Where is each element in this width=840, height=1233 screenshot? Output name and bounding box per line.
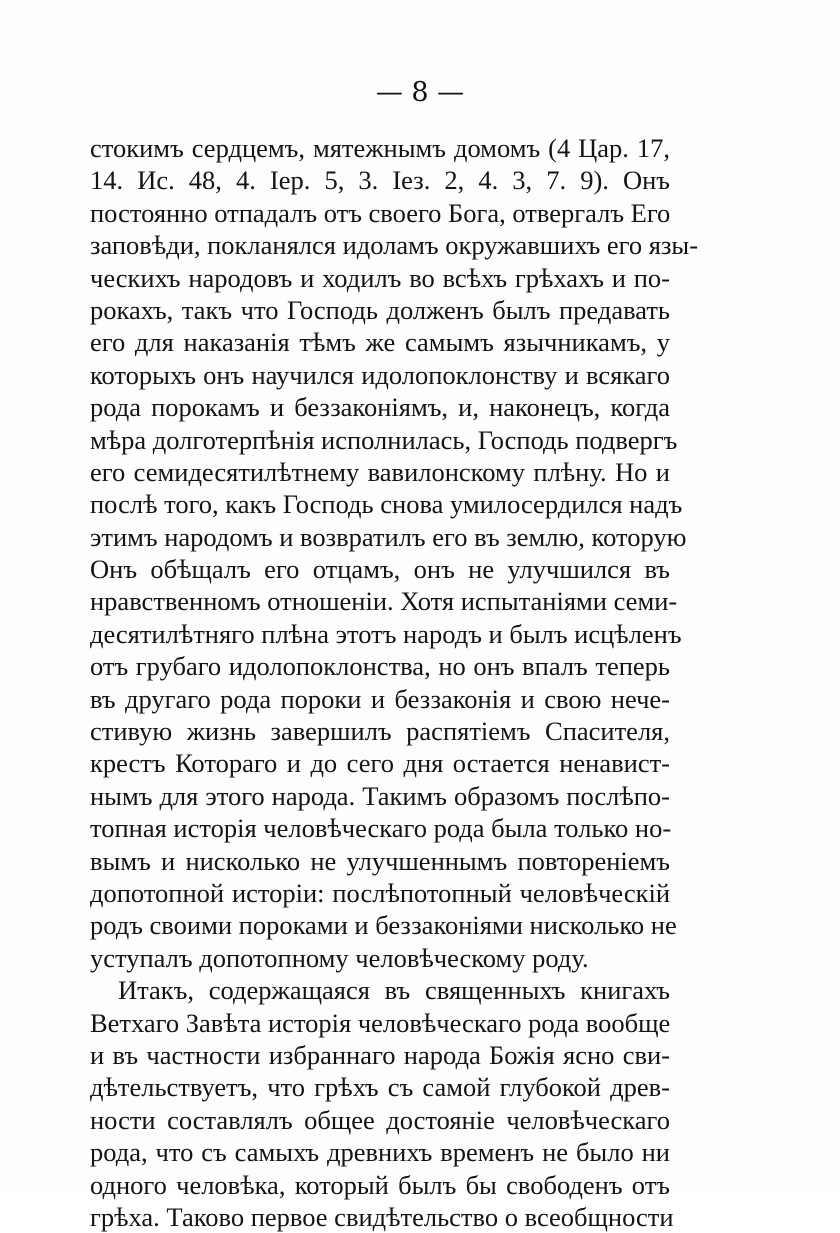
- body-text: [90, 132, 699, 1233]
- text-line: и въ частности избраннаго народа Божія ясно сви-: [90, 1039, 670, 1070]
- text-line: его для наказанія тѣмъ же самымъ язычникамъ, у: [90, 327, 670, 358]
- text-line: десятилѣтняго плѣна этотъ народъ и былъ исцѣленъ: [90, 618, 682, 649]
- text-line: 14. Ис. 48, 4. Іер. 5, 3. Iез. 2, 4. 3, 7. 9). Онъ: [90, 165, 670, 196]
- text-line: ческихъ народовъ и ходилъ во всѣхъ грѣхахъ и по-: [90, 262, 670, 293]
- text-line: мѣра долготерпѣнія исполнилась, Господь подвергъ: [90, 424, 678, 455]
- text-line: послѣ того, какъ Господь снова умилосердился надъ: [90, 489, 683, 520]
- text-line: въ другаго рода пороки и беззаконія и свою нече-: [90, 683, 670, 714]
- text-line: рода порокамъ и беззаконіямъ, и, наконецъ, когда: [90, 392, 670, 423]
- text-line: нымъ для этого народа. Такимъ образомъ послѣпо-: [90, 780, 670, 811]
- text-line: стивую жизнь завершилъ распятіемъ Спасителя,: [90, 716, 670, 747]
- paragraph-start-line: Итакъ, содержащаяся въ священныхъ книгахъ: [118, 975, 670, 1006]
- page-number: — 8 —: [375, 77, 465, 108]
- text-line: заповѣди, покланялся идоламъ окружавшихъ его язы-: [90, 230, 699, 261]
- text-line: одного человѣка, который былъ бы свободенъ отъ: [90, 1169, 670, 1200]
- text-line: которыхъ онъ научился идолопоклонству и всякаго: [90, 359, 670, 390]
- text-line: грѣха. Таково первое свидѣтельство о всеобщности: [90, 1201, 674, 1232]
- text-line: топная исторія человѣческаго рода была только но-: [90, 813, 672, 844]
- text-line: рокахъ, такъ что Господь долженъ былъ предавать: [90, 294, 670, 325]
- text-line: дѣтельствуетъ, что грѣхъ съ самой глубокой древ-: [90, 1072, 670, 1103]
- text-line: допотопной исторіи: послѣпотопный человѣческій: [90, 877, 670, 908]
- text-line: постоянно отпадалъ отъ своего Бога, отвергалъ Его: [90, 197, 671, 228]
- text-line: Онъ обѣщалъ его отцамъ, онъ не улучшился въ: [90, 554, 670, 585]
- text-line: родъ своими пороками и беззаконіями нисколько не: [90, 910, 677, 941]
- text-line: Ветхаго Завѣта исторія человѣческаго рода вообще: [90, 1007, 671, 1038]
- text-line: отъ грубаго идолопоклонства, но онъ впалъ теперь: [90, 651, 670, 682]
- text-line: ности составлялъ общее достояніе человѣческаго: [90, 1104, 670, 1135]
- paragraph-end-line: уступалъ допотопному человѣческому роду.: [90, 942, 589, 973]
- text-line: стокимъ сердцемъ, мятежнымъ домомъ (4 Цар. 17,: [90, 133, 670, 163]
- text-line: вымъ и нисколько не улучшеннымъ повтореніемъ: [90, 845, 670, 876]
- text-line: этимъ народомъ и возвратилъ его въ землю, которую: [90, 521, 687, 552]
- text-line: его семидесятилѣтнему вавилонскому плѣну. Но и: [90, 456, 670, 487]
- text-line: крестъ Котораго и до сего дня остается ненавист-: [90, 748, 670, 779]
- text-line: рода, что съ самыхъ древнихъ временъ не было ни: [90, 1137, 670, 1168]
- text-line: нравственномъ отношеніи. Хотя испытаніями семи-: [90, 586, 678, 617]
